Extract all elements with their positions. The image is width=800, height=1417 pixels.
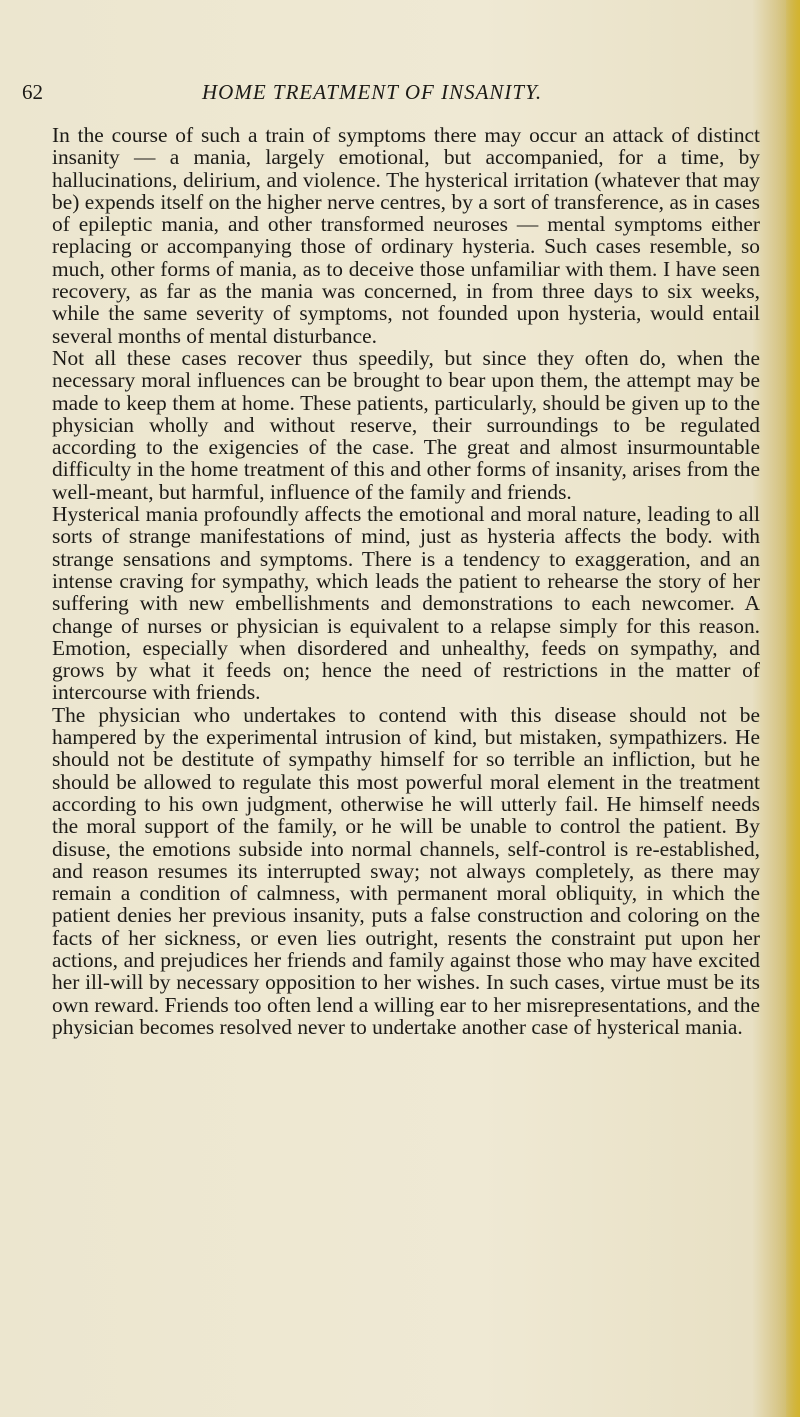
paragraph: Hysterical mania profoundly affects the emotional and moral nature, leading to all sorts of strange manifestations of mind, just as hysteria affects the body. with strange sensations and symptoms. There is a tendency to exaggeration, and an intense craving for sympathy, which leads the patient to rehearse the story of her suffering with new embellishments and demonstrations to each newcomer. A change of nurses or physician is equivalent to a relapse simply for this reason. Emotion, especially when disordered and unhealthy, feeds on sympathy, and grows by what it feeds on; hence the need of restrictions in the matter of intercourse with friends. [52, 502, 760, 705]
body-text [52, 124, 760, 1038]
page-number: 62 [22, 80, 43, 104]
running-title: HOME TREATMENT OF INSANITY. [202, 80, 543, 104]
paragraph: The physician who undertakes to contend with this disease should not be hampered by the experimental intrusion of kind, but mistaken, sympathizers. He should not be destitute of sympathy himself for so terrible an infliction, but he should be allowed to regulate this most powerful moral element in the treatment according to his own judgment, otherwise he will utterly fail. He himself needs the moral support of the family, or he will be unable to control the patient. By disuse, the emotions subside into normal channels, self-control is re-established, and reason resumes its interrupted sway; not always completely, as there may remain a condition of calmness, with permanent moral obliquity, in which the patient denies her previous insanity, puts a false construction and coloring on the facts of her sickness, or even lies outright, resents the constraint put upon her actions, and prejudices her friends and family against those who may have excited her ill-will by necessary opposition to her wishes. In such cases, virtue must be its own reward. Friends too often lend a willing ear to her misrepresentations, and the physician becomes resolved never to undertake another case of hysterical mania. [52, 702, 760, 1039]
paragraph: Not all these cases recover thus speedily, but since they often do, when the necessary moral influences can be brought to bear upon them, the attempt may be made to keep them at home. These patients, particularly, should be given up to the physician wholly and without reserve, their surroundings to be regulated according to the exigencies of the case. The great and almost insurmountable difficulty in the home treatment of this and other forms of insanity, arises from the well-meant, but harmful, influence of the family and friends. [52, 345, 760, 504]
page-edge [786, 0, 800, 1417]
paragraph: In the course of such a train of symptoms there may occur an attack of distinct insanity — a mania, largely emotional, but accompanied, for a time, by hallucinations, delirium, and violence. The hysterical irritation (whatever that may be) expends itself on the higher nerve centres, by a sort of transference, as in cases of epileptic mania, and other transformed neuroses — mental symptoms either replacing or accompanying those of ordinary hysteria. Such cases resemble, so much, other forms of mania, as to deceive those unfamiliar with them. I have seen recovery, as far as the mania was concerned, in from three days to six weeks, while the same severity of symptoms, not founded upon hysteria, would entail several months of mental disturbance. [52, 123, 760, 348]
